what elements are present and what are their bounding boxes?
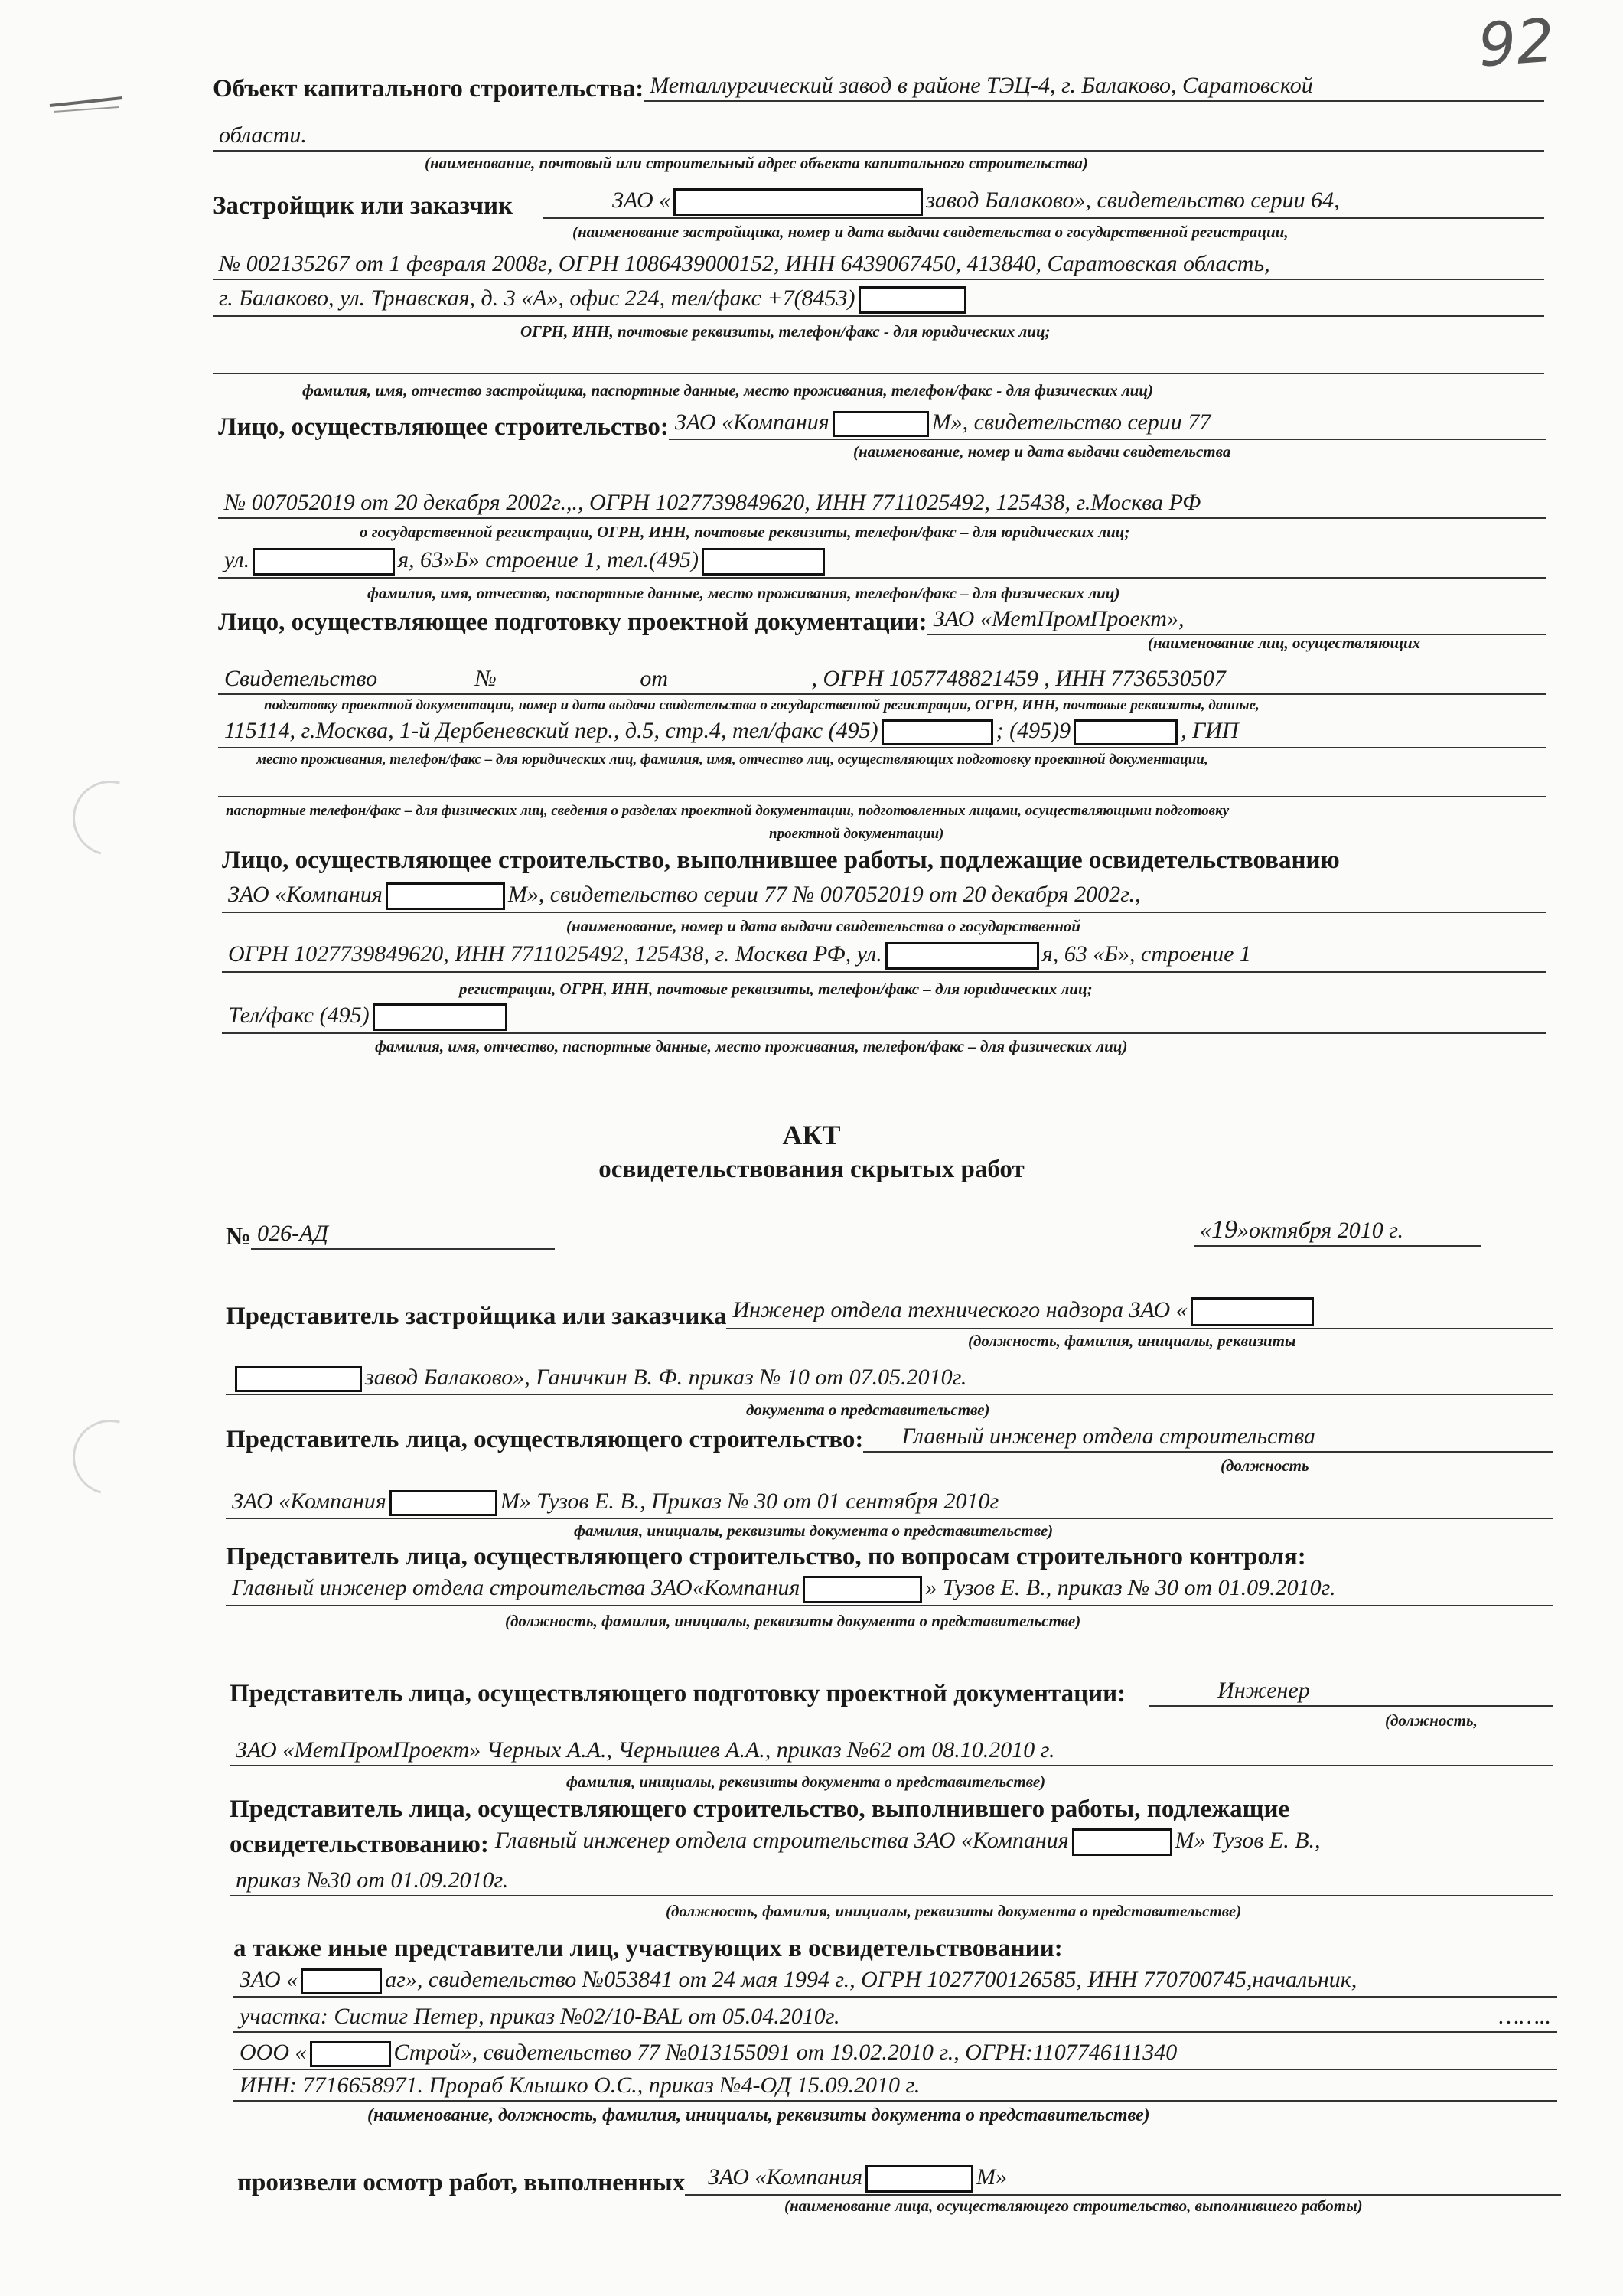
redaction	[865, 2165, 973, 2193]
designer-line-3c: , ГИП	[1181, 718, 1239, 743]
designer-no: №	[474, 666, 497, 691]
redaction	[373, 1003, 507, 1031]
object-label: Объект капитального строительства:	[213, 75, 644, 103]
inspect-value	[685, 2164, 1561, 2196]
others-line-3b: Строй», свидетельство 77 №013155091 от 19.02.2010 г., ОГРН:1107746111340	[393, 2040, 1178, 2065]
redaction	[1072, 1828, 1172, 1856]
redaction	[702, 548, 825, 576]
others-label: а также иные представители лиц, участвующих в освидетельствовании:	[233, 1935, 1063, 1962]
perf-rep-line-2: приказ №30 от 01.09.2010г.	[230, 1867, 1553, 1896]
designer-line-2	[218, 666, 1546, 695]
designer-cert: Свидетельство	[224, 666, 378, 691]
others-line-1b: аг», свидетельство №053841 от 24 мая 1994 г., ОГРН 1027700126585, ИНН 770700745,начальник,	[385, 1967, 1357, 1992]
act-date-day: 19	[1211, 1215, 1237, 1244]
developer-value	[543, 188, 1544, 219]
designer-hint-3: место проживания, телефон/факс – для юридических лиц, фамилия, имя, отчество лиц, осуществляющих подготовку проектной документации,	[256, 752, 1208, 768]
act-title: АКТ	[782, 1120, 841, 1150]
customer-rep-row	[226, 1297, 1553, 1329]
designer-hint-4: паспортные телефон/факс – для физических лиц, сведения о разделах проектной документации, подготовленных лицами, осуществляющими подготовку	[226, 803, 1230, 819]
act-subtitle: освидетельствования скрытых работ	[598, 1156, 1025, 1183]
designer-hint-2: подготовку проектной документации, номер и дата выдачи свидетельства о государственной регистрации, ОГРН, ИНН, почтовые реквизиты, данные,	[264, 697, 1260, 713]
designer-row-3	[218, 718, 1546, 748]
customer-rep-line-2-text: завод Балаково», Ганичкин В. Ф. приказ № 10 от 07.05.2010г.	[365, 1365, 967, 1390]
designer-row-2	[218, 666, 1546, 695]
builder-row-2	[218, 490, 1546, 519]
designer-line-3a: 115114, г.Москва, 1-й Дербеневский пер., д.5, стр.4, тел/факс (495)	[224, 718, 878, 743]
designer-line-3	[218, 718, 1546, 748]
developer-row-2	[213, 251, 1544, 280]
perf-rep-hint: (должность, фамилия, инициалы, реквизиты документа о представительстве)	[666, 1902, 1242, 1920]
builder-rep-hint-1: (должность	[1221, 1456, 1309, 1475]
developer-line-3-text: г. Балаково, ул. Трнавская, д. 3 «А», офис 224, тел/факс +7(8453)	[219, 285, 855, 311]
redaction	[235, 1366, 362, 1392]
builder-value-a: ЗАО «Компания	[674, 409, 829, 435]
control-rep-hint: (должность, фамилия, инициалы, реквизиты документа о представительстве)	[505, 1612, 1081, 1630]
performer-line-1a: ЗАО «Компания	[228, 882, 383, 907]
control-rep-line-a: Главный инженер отдела строительства ЗАО«Компания	[232, 1575, 800, 1600]
perf-rep-line-1b: М» Тузов Е. В.,	[1175, 1828, 1321, 1853]
performer-hint-2: регистрации, ОГРН, ИНН, почтовые реквизиты, телефон/факс – для юридических лиц;	[459, 980, 1093, 998]
redaction	[673, 188, 923, 216]
designer-value: ЗАО «МетПромПроект»,	[927, 606, 1546, 635]
others-line-2-text: участка: Систиг Петер, приказ №02/10-BAL от 05.04.2010г.	[240, 2004, 840, 2029]
performer-line-2a: ОГРН 1027739849620, ИНН 7711025492, 125438, г. Москва РФ, ул.	[228, 941, 882, 967]
object-row	[213, 73, 1544, 102]
others-line-1a: ЗАО «	[240, 1967, 298, 1992]
blank-line	[213, 373, 1544, 374]
developer-line-3	[213, 285, 1544, 317]
redaction	[310, 2041, 391, 2067]
control-rep-line	[226, 1575, 1553, 1606]
designer-line-3b: ; (495)9	[996, 718, 1071, 743]
others-line-2-dots: ……..	[1498, 2004, 1551, 2029]
builder-hint-2: о государственной регистрации, ОГРН, ИНН, почтовые реквизиты, телефон/факс – для юридических лиц;	[360, 523, 1130, 541]
developer-row-3	[213, 285, 1544, 317]
design-rep-hint-1: (должность,	[1385, 1711, 1478, 1730]
developer-value-b: завод Балаково», свидетельство серии 64,	[926, 188, 1340, 213]
builder-rep-line-2b: М» Тузов Е. В., Приказ № 30 от 01 сентября 2010г	[500, 1489, 999, 1514]
perf-rep-line-1a: Главный инженер отдела строительства ЗАО «Компания	[494, 1828, 1069, 1853]
redaction	[1074, 719, 1178, 745]
design-rep-hint-2: фамилия, инициалы, реквизиты документа о представительстве)	[566, 1773, 1046, 1791]
designer-row	[218, 606, 1546, 635]
builder-line-3a: ул.	[224, 547, 250, 572]
redaction	[386, 882, 505, 910]
performer-hint-1: (наименование, номер и дата выдачи свидетельства о государственной	[566, 917, 1081, 935]
inspect-value-b: М»	[976, 2164, 1008, 2190]
redaction	[1191, 1297, 1314, 1326]
act-number-row	[226, 1221, 555, 1250]
others-line-3	[233, 2040, 1557, 2070]
others-row-1	[233, 1967, 1557, 1998]
builder-rep-value: Главный инженер отдела строительства	[863, 1424, 1553, 1453]
act-date-row	[1194, 1215, 1481, 1247]
object-value-2: области.	[213, 122, 1544, 152]
customer-rep-hint-1: (должность, фамилия, инициалы, реквизиты	[968, 1332, 1296, 1350]
builder-line-2: № 007052019 от 20 декабря 2002г.,., ОГРН 1027739849620, ИНН 7711025492, 125438, г.Москва РФ	[218, 490, 1546, 519]
developer-line-2: № 002135267 от 1 февраля 2008г, ОГРН 1086439000152, ИНН 6439067450, 413840, Саратовская область,	[213, 251, 1544, 280]
design-rep-row-2	[230, 1737, 1553, 1766]
builder-line-3	[218, 547, 1546, 579]
performer-label: Лицо, осуществляющее строительство, выполнившее работы, подлежащие освидетельствованию	[222, 846, 1340, 874]
developer-hint-3: фамилия, имя, отчество застройщика, паспортные данные, место проживания, телефон/факс - для физических лиц)	[302, 381, 1154, 400]
customer-rep-label: Представитель застройщика или заказчика	[226, 1303, 727, 1331]
design-rep-row	[230, 1678, 1553, 1707]
builder-hint-1: (наименование, номер и дата выдачи свидетельства	[853, 442, 1231, 461]
others-row-2	[233, 2004, 1557, 2033]
act-number-value: 026-АД	[251, 1221, 555, 1250]
others-line-1	[233, 1967, 1557, 1998]
builder-label: Лицо, осуществляющее строительство:	[218, 413, 669, 442]
performer-row-3	[222, 1003, 1546, 1034]
pencil-mark	[46, 84, 130, 115]
others-line-4: ИНН: 7716658971. Прораб Клышко О.С., приказ №4-ОД 15.09.2010 г.	[233, 2073, 1557, 2102]
builder-value-b: М», свидетельство серии 77	[931, 409, 1211, 435]
designer-ogrn: , ОГРН 1057748821459 , ИНН 7736530507	[811, 666, 1226, 691]
inspect-row	[237, 2164, 1561, 2196]
design-rep-value: Инженер	[1149, 1678, 1553, 1707]
designer-label: Лицо, осуществляющее подготовку проектной документации:	[218, 608, 927, 636]
performer-hint-3: фамилия, имя, отчество, паспортные данные, место проживания, телефон/факс – для физических лиц)	[375, 1037, 1128, 1055]
builder-row-3	[218, 547, 1546, 579]
builder-line-3b: я, 63»Б» строение 1, тел.(495)	[398, 547, 699, 572]
others-row-4	[233, 2073, 1557, 2102]
developer-hint-2: ОГРН, ИНН, почтовые реквизиты, телефон/факс - для юридических лиц;	[520, 322, 1051, 341]
builder-rep-line-2	[226, 1489, 1553, 1519]
others-hint: (наименование, должность, фамилия, инициалы, реквизиты документа о представительстве)	[367, 2105, 1150, 2125]
redaction	[882, 719, 993, 745]
developer-value-a: ЗАО «	[612, 188, 671, 213]
customer-rep-row-2	[226, 1365, 1553, 1395]
redaction	[389, 1490, 497, 1516]
object-value: Металлургический завод в районе ТЭЦ-4, г. Балаково, Саратовской	[644, 73, 1544, 102]
builder-row	[218, 409, 1546, 440]
performer-line-1	[222, 882, 1546, 913]
act-date-open: «	[1200, 1218, 1211, 1243]
control-rep-label: Представитель лица, осуществляющего строительство, по вопросам строительного контроля:	[226, 1543, 1306, 1570]
builder-rep-row	[226, 1424, 1553, 1453]
redaction	[301, 1968, 382, 1994]
redaction	[803, 1576, 922, 1603]
perf-rep-row-2	[230, 1867, 1553, 1896]
object-row-2	[213, 122, 1544, 152]
punch-hole-top	[59, 767, 161, 869]
customer-rep-line-2	[226, 1365, 1553, 1395]
perf-rep-line-1	[489, 1828, 1553, 1857]
builder-rep-line-2a: ЗАО «Компания	[232, 1489, 386, 1514]
builder-value	[669, 409, 1546, 440]
page-number: 92	[1475, 6, 1557, 81]
builder-rep-label: Представитель лица, осуществляющего строительство:	[226, 1426, 864, 1453]
developer-label: Застройщик или заказчик	[213, 192, 513, 220]
others-line-2	[233, 2004, 1557, 2033]
designer-hint-5: проектной документации)	[769, 826, 944, 842]
control-rep-line-b: » Тузов Е. В., приказ № 30 от 01.09.2010г.	[925, 1575, 1336, 1600]
act-date-rest: »октября 2010 г.	[1237, 1218, 1404, 1243]
designer-from: от	[640, 666, 669, 691]
perf-rep-row-1	[230, 1828, 1553, 1857]
performer-row-2	[222, 941, 1546, 973]
others-row-3	[233, 2040, 1557, 2070]
object-hint: (наименование, почтовый или строительный адрес объекта капитального строительства)	[425, 154, 1088, 172]
punch-hole-bottom	[59, 1406, 161, 1508]
developer-row	[213, 188, 1544, 219]
performer-line-3	[222, 1003, 1546, 1034]
act-number-label: №	[226, 1223, 252, 1251]
blank-line	[218, 796, 1546, 797]
builder-hint-3: фамилия, имя, отчество, паспортные данные, место проживания, телефон/факс – для физических лиц)	[367, 584, 1120, 602]
builder-rep-row-2	[226, 1489, 1553, 1519]
redaction	[859, 286, 966, 314]
perf-rep-label-2: освидетельствованию:	[230, 1831, 489, 1859]
others-line-3a: ООО «	[240, 2040, 307, 2065]
designer-hint-1: (наименование лиц, осуществляющих	[1148, 634, 1421, 652]
act-date	[1194, 1215, 1481, 1247]
performer-line-2	[222, 941, 1546, 973]
design-rep-line-2: ЗАО «МетПромПроект» Черных А.А., Чернышев А.А., приказ №62 от 08.10.2010 г.	[230, 1737, 1553, 1766]
customer-rep-value-text: Инженер отдела технического надзора ЗАО «	[732, 1297, 1188, 1322]
builder-rep-hint-2: фамилия, инициалы, реквизиты документа о представительстве)	[574, 1521, 1054, 1540]
performer-line-2b: я, 63 «Б», строение 1	[1041, 941, 1251, 967]
performer-line-3-text: Тел/факс (495)	[228, 1003, 370, 1028]
redaction	[253, 548, 395, 576]
perf-rep-label-1: Представитель лица, осуществляющего строительство, выполнившего работы, подлежащие	[230, 1795, 1290, 1823]
inspect-value-a: ЗАО «Компания	[708, 2164, 863, 2190]
redaction	[833, 411, 929, 437]
performer-row-1	[222, 882, 1546, 913]
customer-rep-hint-2: документа о представительстве)	[746, 1401, 990, 1419]
performer-line-1b: М», свидетельство серии 77 № 007052019 от 20 декабря 2002г.,	[507, 882, 1141, 907]
inspect-hint: (наименование лица, осуществляющего строительство, выполнившего работы)	[784, 2197, 1363, 2215]
customer-rep-value	[726, 1297, 1553, 1329]
inspect-label: произвели осмотр работ, выполненных	[237, 2169, 686, 2197]
developer-hint-1: (наименование застройщика, номер и дата выдачи свидетельства о государственной регистрации,	[572, 223, 1289, 241]
control-rep-row	[226, 1575, 1553, 1606]
design-rep-label: Представитель лица, осуществляющего подготовку проектной документации:	[230, 1680, 1126, 1707]
redaction	[885, 942, 1039, 970]
